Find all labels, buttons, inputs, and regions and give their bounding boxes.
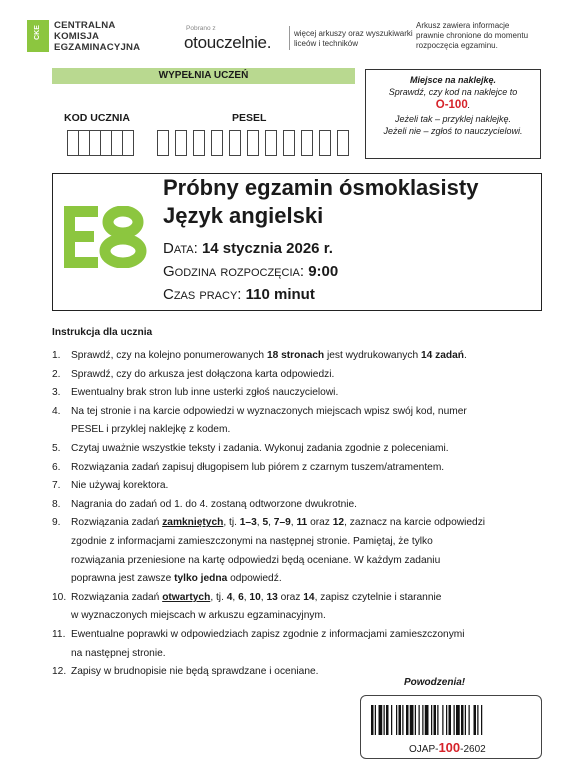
instructions-title: Instrukcja dla ucznia	[52, 327, 153, 338]
pesel-label: PESEL	[232, 112, 267, 124]
instruction-number: 10.	[52, 591, 67, 603]
instruction-number: 3.	[52, 387, 61, 399]
student-fill-band: WYPEŁNIA UCZEŃ	[52, 68, 355, 84]
exam-date: Data: 14 stycznia 2026 r.	[163, 240, 333, 257]
barcode-bar	[419, 705, 420, 735]
barcode-bar	[406, 705, 409, 735]
barcode-bar	[469, 705, 470, 735]
barcode-bar	[434, 705, 437, 735]
barcode-bar	[399, 705, 402, 735]
instruction-number: 1.	[52, 350, 61, 361]
sheet-code: OJAP-100-2602	[409, 740, 486, 755]
instruction-line: Rozwiązania zadań zapisuj długopisem lub piórem z czarnym tuszem/atramentem.	[71, 461, 445, 473]
barcode-bar	[437, 705, 438, 735]
instruction-number: 12.	[52, 666, 67, 678]
barcode-bar	[431, 705, 432, 735]
sticker-line2: Jeżeli tak – przyklej naklejkę.	[394, 114, 512, 124]
exam-title: Próbny egzamin ósmoklasisty	[163, 175, 479, 200]
barcode-bar	[422, 705, 423, 735]
instruction-line: Nagrania do zadań od 1. do 4. zostaną odtworzone dwukrotnie.	[71, 498, 358, 510]
instruction-line: Ewentualne poprawki w odpowiedziach zapisz zgodnie z informacjami zamieszczonymi	[71, 629, 465, 640]
cke-name: CENTRALNA KOMISJA EGZAMINACYJNA	[54, 20, 141, 53]
instruction-line: Czytaj uważnie wszystkie teksty i zadania. Wykonuj zadania zgodnie z poleceniami.	[71, 443, 449, 454]
instruction-line: Rozwiązania zadań otwartych, tj. 4, 6, 10, 13 oraz 14, zapisz czytelnie i starannie	[71, 591, 442, 603]
barcode-bar	[402, 705, 403, 735]
barcode-bar	[477, 705, 478, 735]
instruction-number: 2.	[52, 368, 61, 380]
barcode-bar	[386, 705, 389, 735]
instruction-number: 4.	[52, 405, 61, 417]
otouczelnie-logo: otouczelnie.	[184, 33, 272, 52]
barcode-bar	[461, 705, 464, 735]
oto-description: więcej arkuszy oraz wyszukiwarki liceów i techników	[294, 29, 413, 48]
pesel-cell[interactable]	[229, 130, 241, 156]
pesel-cell[interactable]	[157, 130, 169, 156]
exam-start-time: Godzina rozpoczęcia: 9:00	[163, 263, 339, 280]
good-luck: Powodzenia!	[404, 677, 466, 688]
instruction-line: Na tej stronie i na karcie odpowiedzi w wyznaczonych miejscach wpisz swój kod, numer	[71, 405, 467, 417]
instruction-number: 5.	[52, 443, 61, 454]
pesel-cell[interactable]	[301, 130, 313, 156]
exam-subject: Język angielski	[163, 203, 324, 228]
sticker-code: O-100	[435, 99, 468, 111]
barcode-bar	[415, 705, 416, 735]
barcode-bar	[456, 705, 460, 735]
barcode-bar	[384, 705, 385, 735]
instruction-line: Sprawdź, czy do arkusza jest dołączona karta odpowiedzi.	[71, 368, 335, 380]
pesel-cell[interactable]	[337, 130, 349, 156]
barcode-bar	[396, 705, 397, 735]
instruction-line: w wyznaczonych miejscach w arkuszu egzaminacyjnym.	[71, 610, 326, 622]
barcode-bar	[454, 705, 455, 735]
barcode-bar	[465, 705, 466, 735]
barcode-bar	[446, 705, 447, 735]
sticker-title: Miejsce na naklejkę.	[409, 75, 497, 85]
instruction-number: 8.	[52, 498, 61, 510]
instruction-line: na następnej stronie.	[71, 647, 166, 659]
instruction-line: Zapisy w brudnopisie nie będą sprawdzane i oceniane.	[71, 666, 319, 678]
header-divider	[289, 26, 290, 50]
instruction-line: rozwiązania przeniesione na kartę odpowiedzi będą oceniane. W każdym zadaniu	[71, 554, 441, 566]
barcode-bar	[481, 705, 482, 735]
barcode-bar	[375, 705, 376, 735]
barcode-icon	[371, 705, 531, 735]
pesel-cell[interactable]	[319, 130, 331, 156]
pesel-cell[interactable]	[283, 130, 295, 156]
barcode-bar	[425, 705, 429, 735]
sticker-line1: Sprawdź, czy kod na naklejce to	[388, 87, 518, 97]
pesel-cell[interactable]	[175, 130, 187, 156]
barcode-bar	[474, 705, 477, 735]
instruction-line: Nie używaj korektora.	[71, 480, 169, 492]
instruction-line: PESEL i przyklej naklejkę z kodem.	[71, 424, 231, 436]
exam-duration: Czas pracy: 110 minut	[163, 286, 315, 303]
barcode-bar	[391, 705, 392, 735]
barcode-bar	[449, 705, 452, 735]
instruction-number: 9.	[52, 517, 61, 529]
pesel-cell[interactable]	[265, 130, 277, 156]
instruction-line: Sprawdź, czy na kolejno ponumerowanych 18 stronach jest wydrukowanych 14 zadań.	[71, 350, 467, 361]
pesel-cell[interactable]	[247, 130, 259, 156]
sticker-area[interactable]: Miejsce na naklejkę. Sprawdź, czy kod na naklejce to O-100. Jeżeli tak – przyklej naklejkę. Jeżeli nie – zgłoś to nauczycielowi.	[365, 69, 541, 159]
oto-source-label: Pobrano z	[186, 25, 216, 32]
barcode-bar	[410, 705, 414, 735]
confidentiality-note: Arkusz zawiera informacje prawnie chronione do momentu rozpoczęcia egzaminu.	[416, 21, 529, 50]
instruction-line: Rozwiązania zadań zamkniętych, tj. 1–3, 5, 7–9, 11 oraz 12, zaznacz na karcie odpowiedzi	[71, 517, 486, 529]
instruction-number: 6.	[52, 461, 61, 473]
barcode-bar	[371, 705, 374, 735]
kod-ucznia-label: KOD UCZNIA	[64, 112, 130, 124]
pesel-cell[interactable]	[211, 130, 223, 156]
barcode-bar	[379, 705, 383, 735]
sticker-line3: Jeżeli nie – zgłoś to nauczycielowi.	[383, 126, 523, 136]
instruction-number: 11.	[52, 629, 66, 640]
instruction-line: zgodnie z informacjami zamieszczonymi na następnej stronie. Pamiętaj, że tylko	[71, 536, 433, 547]
instruction-line: Ewentualny brak stron lub inne usterki zgłoś nauczycielowi.	[71, 387, 339, 399]
kod-cell[interactable]	[122, 130, 134, 156]
instruction-number: 7.	[52, 480, 61, 492]
cke-logo: CKE	[27, 20, 49, 52]
instruction-line: poprawna jest zawsze tylko jedna odpowiedź.	[71, 573, 282, 585]
barcode-bar	[442, 705, 443, 735]
e8-logo-icon	[64, 206, 148, 268]
pesel-cell[interactable]	[193, 130, 205, 156]
